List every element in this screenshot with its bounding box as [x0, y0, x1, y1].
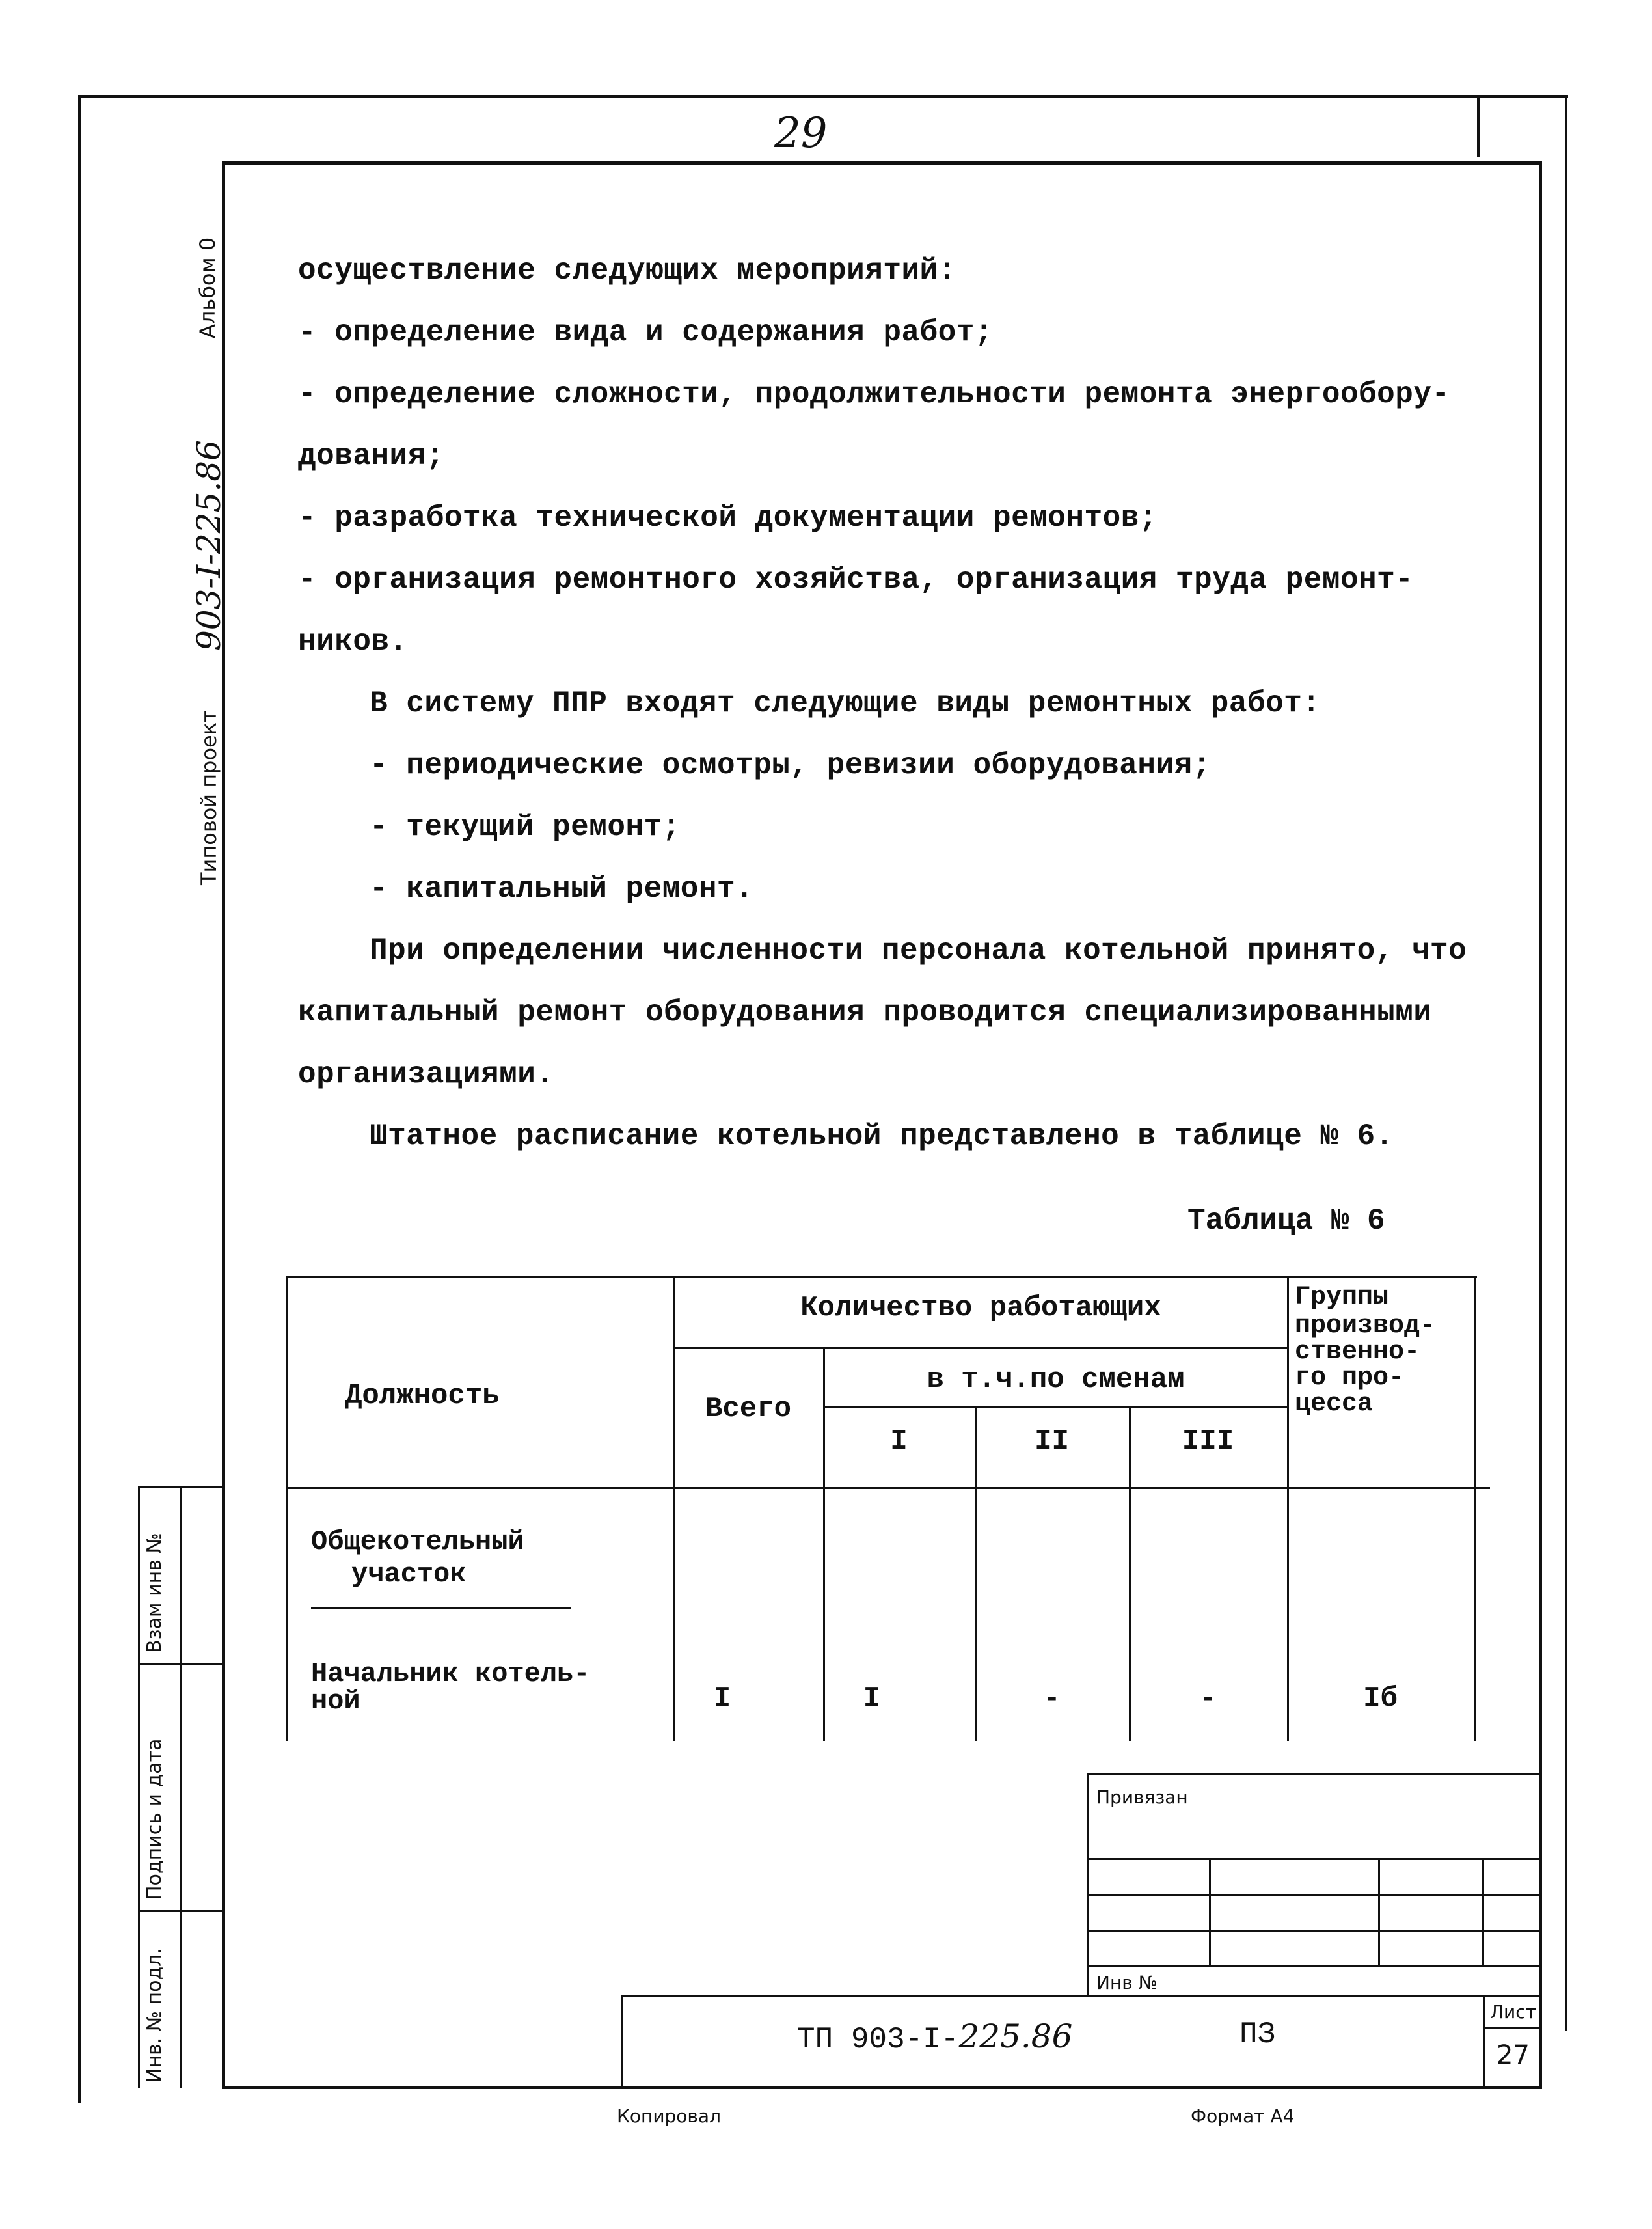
paragraph-table-ref: Штатное расписание котельной представлено в таблице № 6. [370, 1119, 1394, 1153]
stamp-grid-line-1 [1087, 1858, 1542, 1860]
signature-label: Подпись и дата [143, 1738, 166, 1900]
header-group-4: го про- [1295, 1363, 1405, 1393]
header-shift-2: II [1035, 1425, 1069, 1458]
project-code-label: 903-I-225.86 [190, 440, 228, 651]
table-count-divider [673, 1347, 1288, 1349]
stamp-grid-col-2 [1378, 1858, 1380, 1965]
frame-top-line [78, 95, 1568, 98]
series-label: Типовой проект [196, 710, 221, 885]
body-line-4: дования; [298, 439, 444, 473]
document-prefix: ТП 903-I- [797, 2023, 959, 2057]
paragraph-staff-line-2: капитальный ремонт оборудования проводится специализированными [298, 996, 1432, 1030]
table-top-line [286, 1276, 1477, 1278]
title-box-top-line [621, 1995, 1542, 1997]
sheet-label: Лист [1490, 2001, 1536, 2023]
header-by-shift: в т.ч.по сменам [927, 1363, 1185, 1396]
side-stamp-top-line [138, 1486, 224, 1488]
sheet-box-left-line [1483, 1995, 1485, 2088]
section-underline [311, 1607, 571, 1609]
album-label: Альбом 0 [195, 237, 220, 338]
document-type: ПЗ [1239, 2017, 1276, 2051]
row-group: Iб [1363, 1682, 1398, 1715]
stamp-grid-line-3 [1087, 1930, 1542, 1932]
format-label: Формат А4 [1191, 2105, 1295, 2127]
header-shift-3: III [1182, 1425, 1234, 1458]
header-group-2: производ- [1295, 1311, 1436, 1341]
sheet-number: 27 [1496, 2040, 1530, 2070]
header-total: Всего [705, 1393, 792, 1425]
table-left-line [286, 1276, 288, 1741]
frame-right-edge-line [1565, 95, 1567, 2031]
body-line-6: - организация ремонтного хозяйства, организация труда ремонт- [298, 563, 1414, 597]
row-shift-1: I [863, 1682, 881, 1715]
section-title-line-2: участок [351, 1559, 467, 1590]
header-group-3: ственно- [1295, 1337, 1420, 1367]
table-caption: Таблица № 6 [1187, 1204, 1385, 1238]
header-position: Должность [345, 1380, 500, 1412]
paragraph-staff-line-3: организациями. [298, 1058, 554, 1091]
body-line-2: - определение вида и содержания работ; [298, 316, 993, 349]
inner-frame-bottom-line [222, 2086, 1542, 2089]
stamp-top-line [1087, 1773, 1542, 1775]
list-item-current-repair: - текущий ремонт; [370, 810, 681, 844]
vzam-label: Взам инв № [143, 1533, 166, 1653]
table-col-total-line [673, 1276, 675, 1741]
frame-left-line [78, 95, 81, 2103]
header-shift-1: I [890, 1425, 908, 1458]
table-col-group-line [1287, 1276, 1289, 1741]
body-line-3: - определение сложности, продолжительности ремонта энергообору- [298, 377, 1450, 411]
page-number-top: 29 [774, 109, 828, 157]
row-shift-2: - [1043, 1682, 1061, 1715]
paragraph-ppr: В систему ППР входят следующие виды ремонтных работ: [370, 687, 1321, 720]
header-group-5: цесса [1295, 1389, 1374, 1419]
table-header-bottom-line [286, 1487, 1490, 1489]
side-stamp-divider-1 [138, 1663, 224, 1665]
section-title-line-1: Общекотельный [311, 1526, 524, 1557]
sheet-box-divider [1483, 2027, 1542, 2029]
header-group-1: Группы [1295, 1283, 1389, 1312]
header-count: Количество работающих [800, 1292, 1161, 1324]
inner-frame-top-line [224, 161, 1541, 165]
table-right-line [1474, 1276, 1476, 1741]
table-shift-divider [823, 1406, 1288, 1408]
row-position-line-1: Начальник котель- [311, 1658, 590, 1689]
body-line-5: - разработка технической документации ремонтов; [298, 501, 1158, 535]
stamp-grid-line-2 [1087, 1894, 1542, 1896]
list-item-capital-repair: - капитальный ремонт. [370, 872, 754, 906]
inv-label: Инв. № подл. [143, 1948, 166, 2083]
stamp-grid-line-4 [1087, 1965, 1542, 1967]
document-number: 225.86 [958, 2017, 1073, 2055]
list-item-inspections: - периодические осмотры, ревизии оборудования; [370, 748, 1211, 782]
paragraph-staff-line-1: При определении численности персонала котельной принято, что [370, 934, 1467, 968]
side-stamp-left-line [138, 1486, 140, 2088]
row-position-line-2: ной [311, 1686, 360, 1717]
frame-right-corner-line [1477, 95, 1480, 157]
copied-label: Копировал [617, 2105, 721, 2127]
inv-no-label: Инв № [1096, 1972, 1158, 1993]
stamp-left-line [1087, 1773, 1089, 1995]
privyazan-label: Привязан [1096, 1786, 1188, 1808]
side-stamp-mid-line [180, 1486, 182, 2088]
side-stamp-divider-2 [138, 1910, 224, 1912]
stamp-grid-col-3 [1482, 1858, 1484, 1965]
inner-frame-right-line [1539, 161, 1542, 2088]
document-code [797, 2017, 1072, 2057]
body-line-1: осуществление следующих мероприятий: [298, 254, 956, 288]
row-total: I [713, 1682, 731, 1715]
title-box-left-line [621, 1995, 623, 2088]
row-shift-3: - [1199, 1682, 1217, 1715]
stamp-grid-col-1 [1209, 1858, 1211, 1965]
body-line-7: ников. [298, 625, 408, 659]
